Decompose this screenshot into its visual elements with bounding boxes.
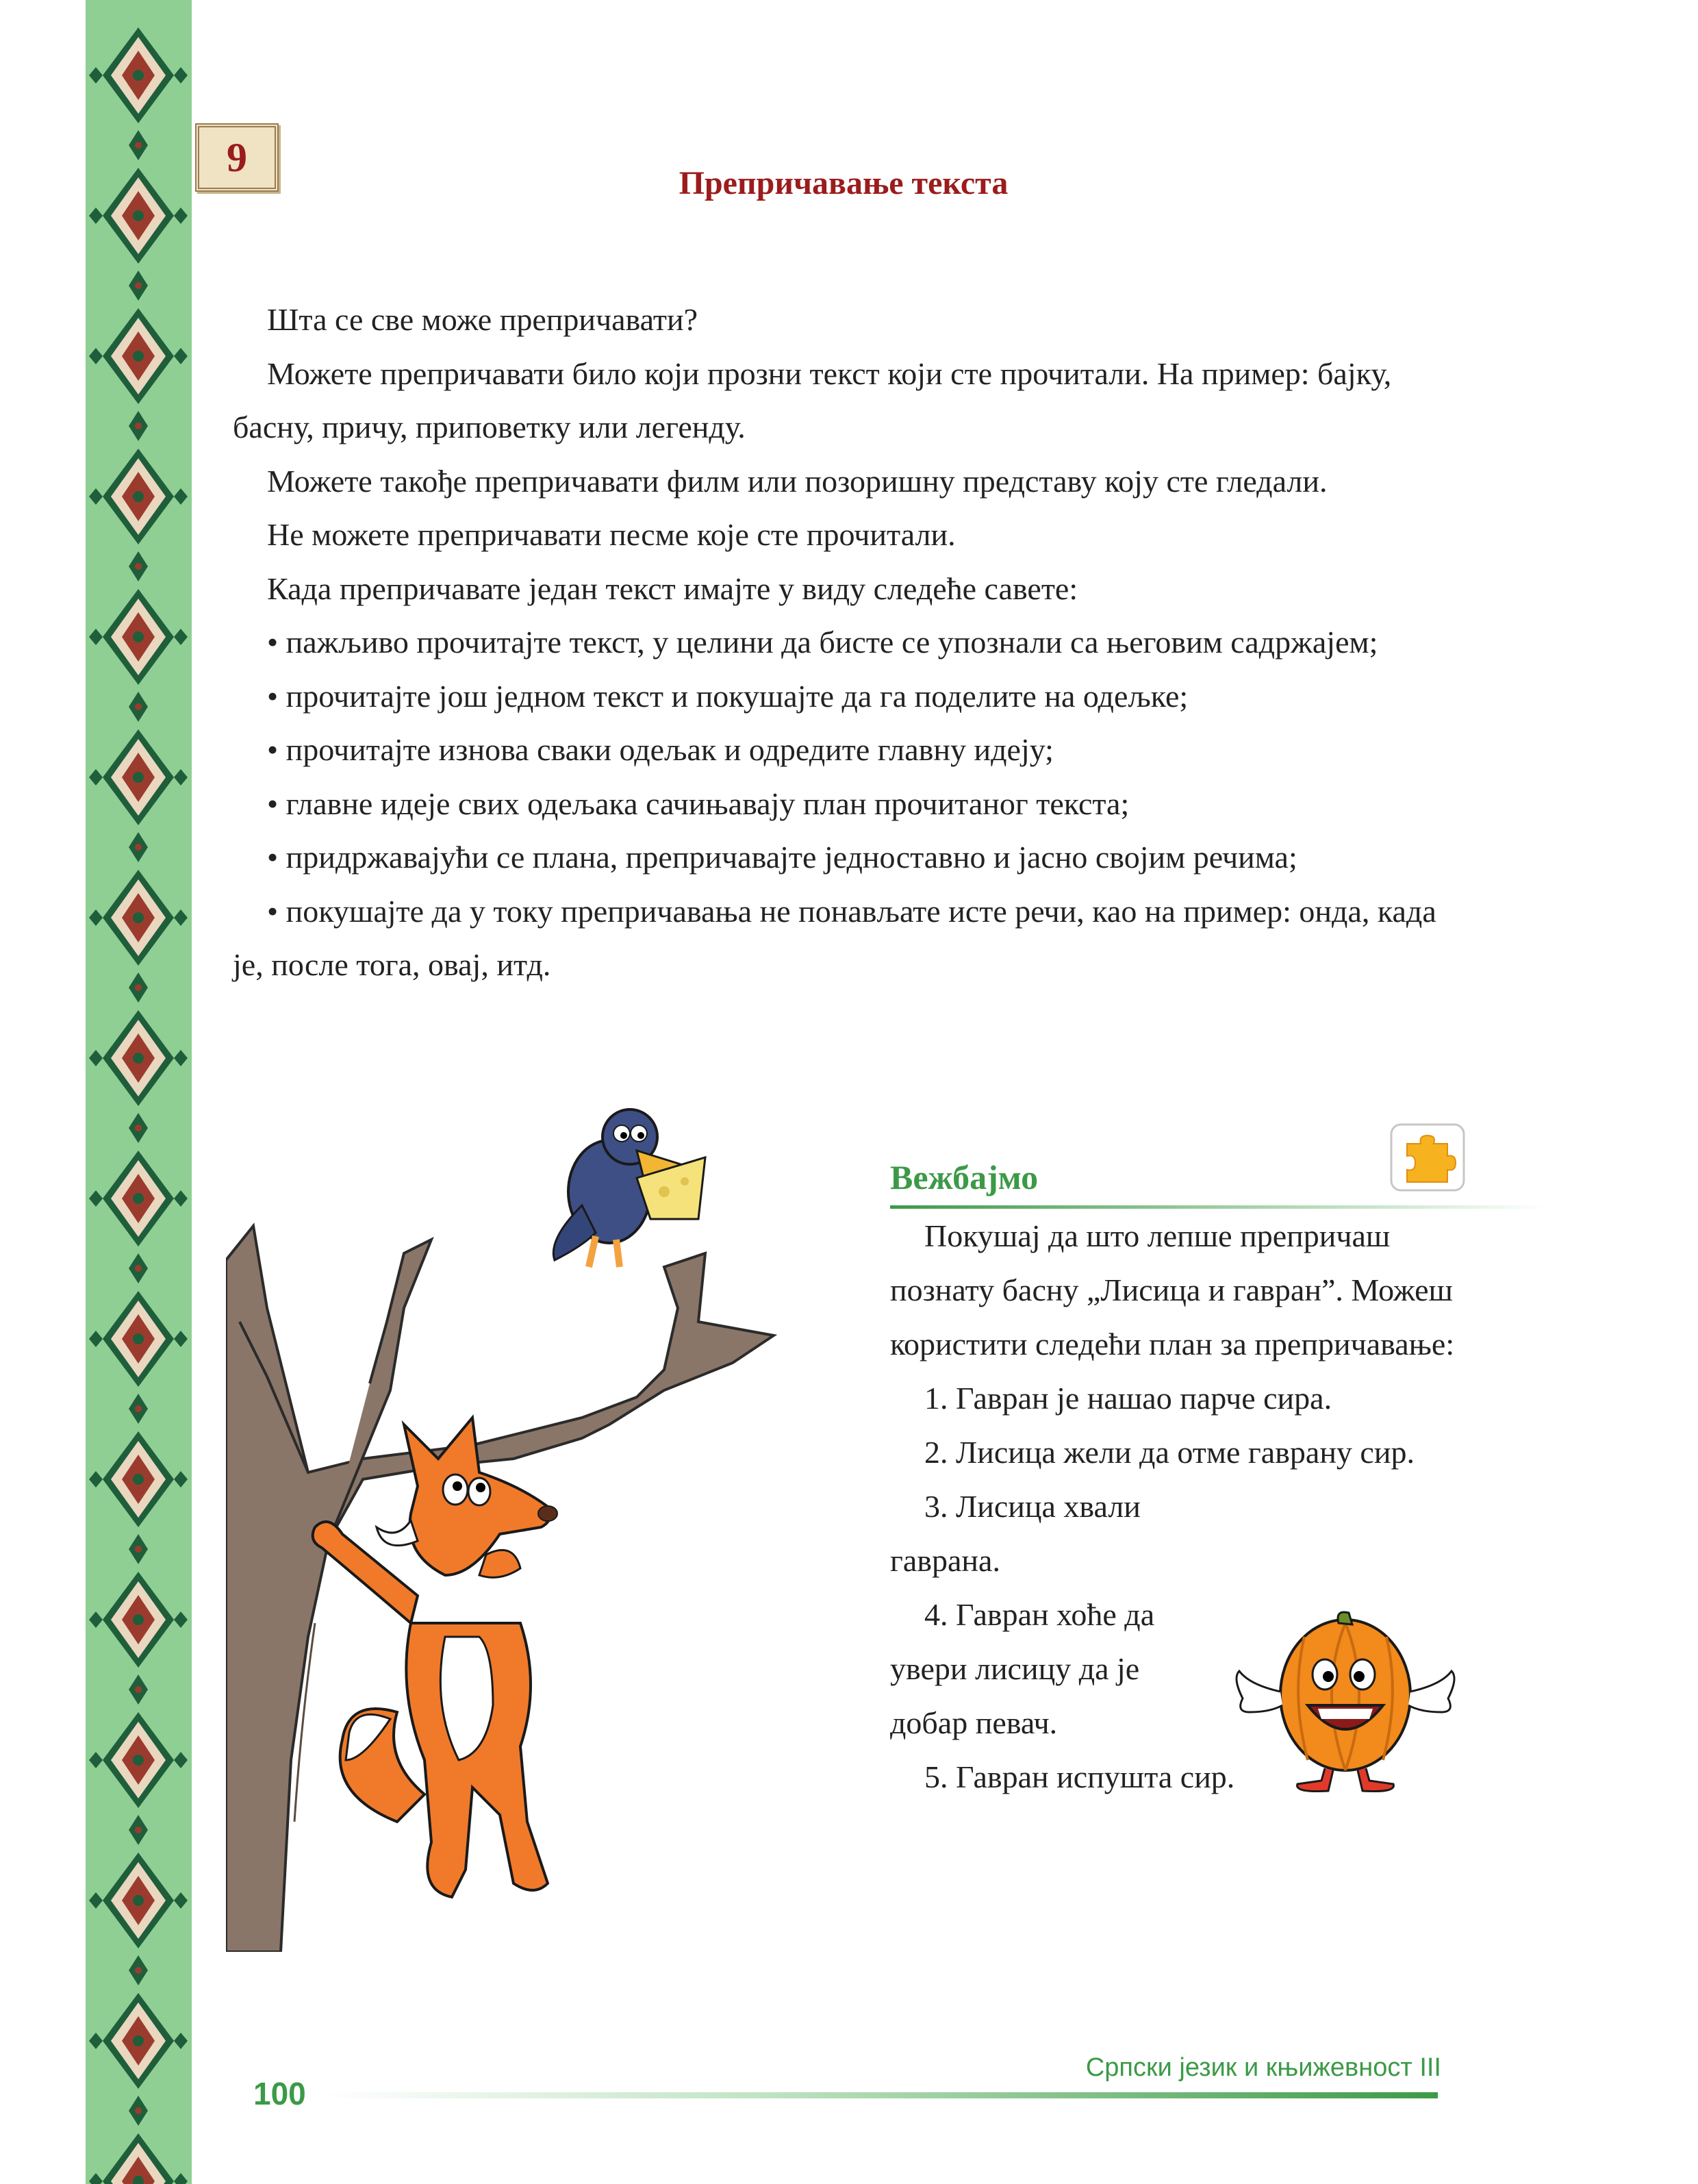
folk-motif: [89, 27, 188, 160]
paragraph: Не можете препричавати песме које сте прочитали.: [267, 517, 956, 552]
decorative-side-border: [86, 0, 192, 2184]
paragraph: Можете препричавати било који прозни текст који сте прочитали. На пример: бајку, басну, причу, приповетку или легенду.: [233, 355, 1392, 444]
chapter-number: 9: [227, 134, 247, 180]
main-text: [233, 293, 1465, 992]
folk-motif: [89, 2133, 188, 2184]
folk-motif: [89, 449, 188, 581]
folk-motif: [89, 729, 188, 862]
bullet-item: • прочитајте још једном текст и покушајте да га поделите на одељке;: [267, 678, 1189, 714]
folk-motif: [89, 870, 188, 1003]
tree: [226, 1226, 774, 1952]
plan-step: 1. Гавран је нашао парче сира.: [924, 1381, 1332, 1416]
folk-pattern-border: [86, 0, 192, 2184]
page-title: Препричавање текста: [679, 165, 1009, 201]
footer-divider: [322, 2092, 1438, 2098]
book-title: Српски језик и књижевност III: [1085, 2053, 1441, 2082]
plan-step: 3. Лисица хвали гаврана.: [890, 1489, 1141, 1578]
bullet-item: • главне идеје свих одељака сачињавају план прочитаног текста;: [267, 786, 1130, 821]
plan-step: 5. Гавран испушта сир.: [924, 1759, 1235, 1794]
folk-motif: [89, 589, 188, 722]
crow: [553, 1109, 705, 1267]
exercise-heading: Вежбајмо: [890, 1158, 1039, 1196]
folk-motif: [89, 1712, 188, 1845]
folk-motif: [89, 308, 188, 441]
plan-step: 4. Гавран хоће да увери лисицу да је добар певач.: [890, 1597, 1155, 1740]
folk-motif: [89, 1993, 188, 2126]
folk-motif: [89, 1572, 188, 1705]
folk-motif: [89, 1010, 188, 1143]
folk-motif: [89, 1291, 188, 1424]
folk-motif: [89, 1151, 188, 1283]
exercise-intro: Покушај да што лепше препричаш познату басну „Лисица и гавран”. Можеш користити следећи план за препричавање:: [890, 1218, 1455, 1361]
page-number: 100: [253, 2076, 306, 2111]
plan-step: 2. Лисица жели да отме гаврану сир.: [924, 1435, 1415, 1470]
fox-and-crow-illustration: [226, 1103, 870, 1952]
bullet-item: • покушајте да у току препричавања не понављате исте речи, као на пример: онда, када је, после тога, овај, итд.: [233, 893, 1436, 982]
bullet-item: • придржавајући се плана, препричавајте једноставно и јасно својим речима;: [267, 840, 1297, 875]
paragraph: Можете такође препричавати филм или позоришну представу коју сте гледали.: [267, 463, 1328, 499]
folk-motif: [89, 1431, 188, 1564]
paragraph: Када препричавате један текст имајте у виду следеће савете:: [267, 570, 1078, 606]
bullet-item: • прочитајте изнова сваки одељак и одредите главну идеју;: [267, 732, 1054, 767]
paragraph: Шта се све може препричавати?: [267, 302, 698, 337]
folk-motif: [89, 1853, 188, 1985]
puzzle-icon: [1390, 1123, 1465, 1192]
pumpkin-mascot-icon: [1229, 1609, 1462, 1794]
bullet-item: • пажљиво прочитајте текст, у целини да бисте се упознали са његовим садржајем;: [267, 625, 1378, 660]
